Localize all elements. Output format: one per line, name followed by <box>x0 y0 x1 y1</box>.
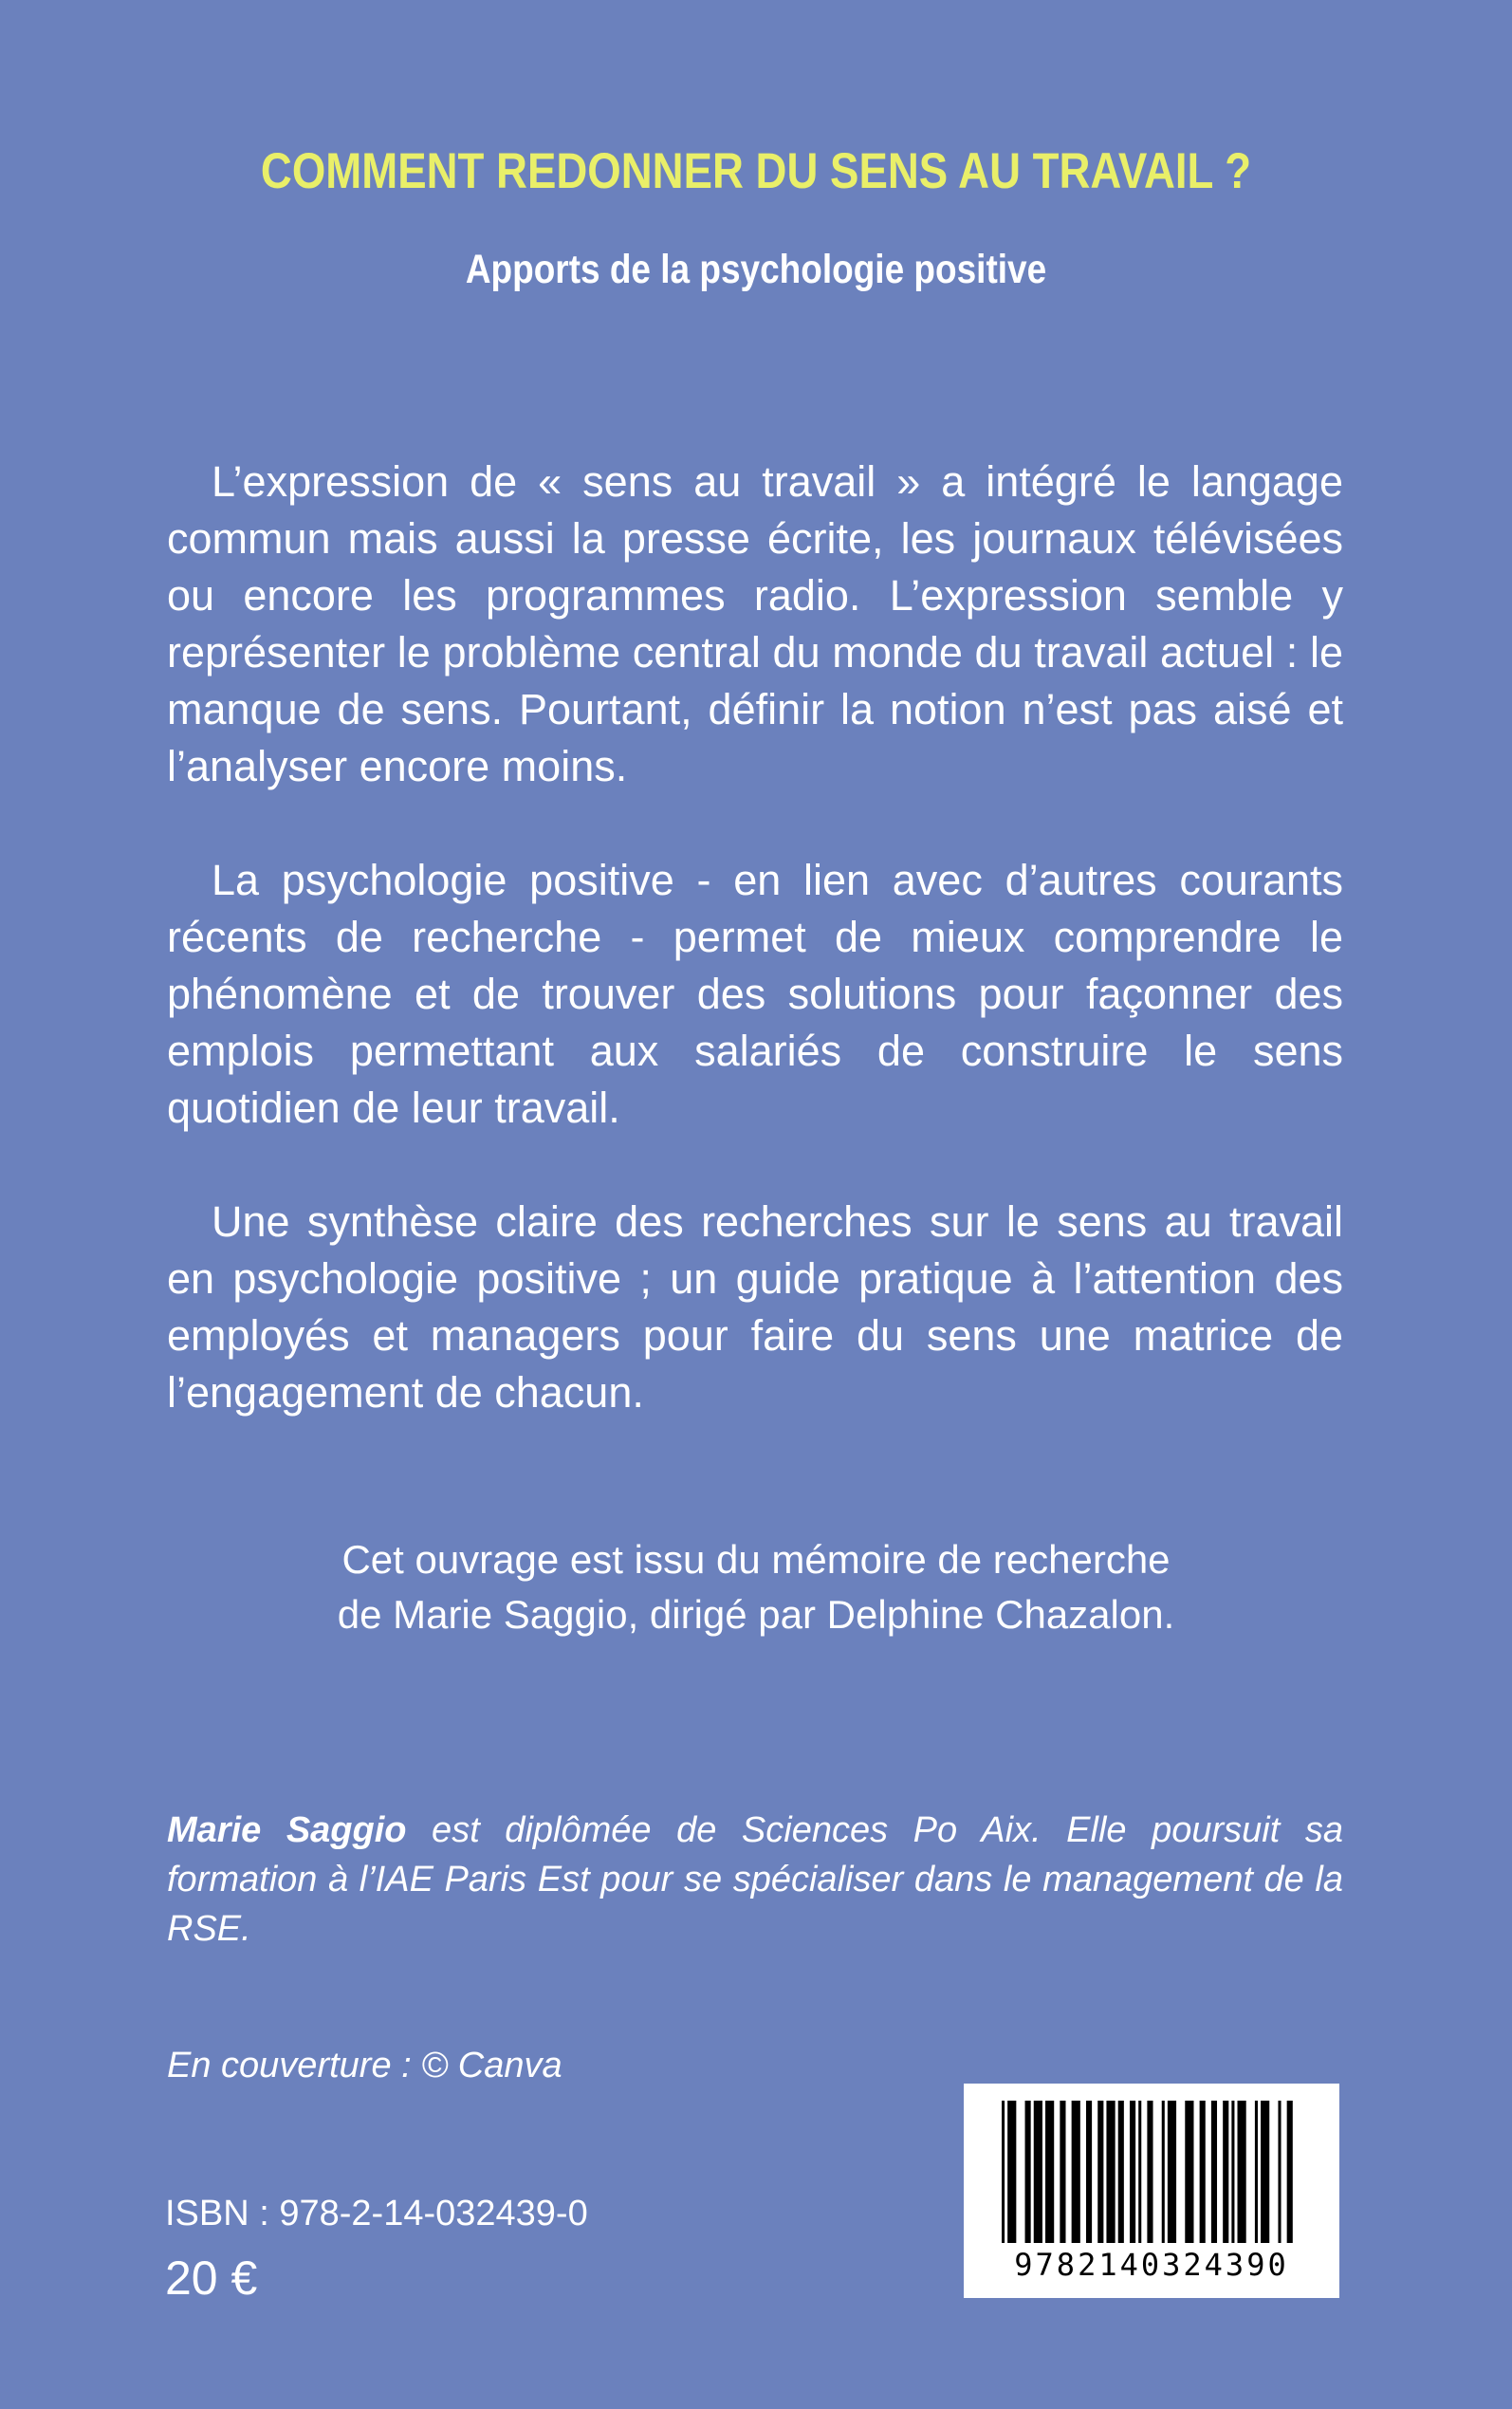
isbn: ISBN : 978-2-14-032439-0 <box>165 2194 588 2233</box>
barcode-bar <box>1045 2101 1054 2243</box>
description-paragraph-3: Une synthèse claire des recherches sur le sens au travail en psychologie positive ; un guide pratique à l’attention des employés et managers pour faire du sens une matrice de l’engagement de chacun. <box>167 1197 1343 1417</box>
cover-credit: En couverture : © Canva <box>167 2046 562 2085</box>
research-note-line-1: Cet ouvrage est issu du mémoire de recherche <box>341 1537 1171 1582</box>
barcode-digits: 9782140324390 <box>1014 2247 1289 2283</box>
barcode-bars <box>1002 2101 1301 2243</box>
book-subtitle: Apports de la psychologie positive <box>465 247 1047 292</box>
barcode-bar <box>1034 2101 1042 2243</box>
barcode <box>964 2084 1339 2298</box>
barcode-bar <box>1185 2101 1193 2243</box>
research-note <box>0 1532 1512 1642</box>
barcode-bar <box>1060 2101 1065 2243</box>
description-paragraph-2: La psychologie positive - en lien avec d’autres courants récents de recherche - permet de mieux comprendre le phénomène et de trouver des solutions pour façonner des emplois permettant aux salariés de construire le sens quotidien de leur travail. <box>167 856 1343 1132</box>
barcode-bar <box>1261 2101 1269 2243</box>
barcode-bar <box>1238 2101 1246 2243</box>
barcode-bar <box>1147 2101 1152 2243</box>
barcode-bar <box>1118 2101 1124 2243</box>
barcode-bar <box>1025 2101 1031 2243</box>
barcode-bar <box>1278 2101 1281 2243</box>
barcode-bar <box>1138 2101 1141 2243</box>
barcode-bar <box>1231 2101 1234 2243</box>
barcode-bar <box>1106 2101 1115 2243</box>
barcode-bar <box>1211 2101 1217 2243</box>
barcode-bar <box>1002 2101 1005 2243</box>
author-name: Marie Saggio <box>167 1810 407 1850</box>
barcode-bar <box>1200 2101 1206 2243</box>
barcode-bar <box>1130 2101 1135 2243</box>
book-title: COMMENT REDONNER DU SENS AU TRAVAIL ? <box>260 143 1252 199</box>
barcode-bar <box>1086 2101 1092 2243</box>
barcode-bar <box>1287 2101 1293 2243</box>
price: 20 € <box>165 2251 258 2305</box>
author-bio-text: est diplômée de Sciences Po Aix. Elle poursuit sa formation à l’IAE Paris Est pour se spécialiser dans le management de la RSE. <box>167 1810 1343 1949</box>
barcode-bar <box>1072 2101 1080 2243</box>
barcode-bar <box>1223 2101 1228 2243</box>
author-bio <box>167 1806 1343 1954</box>
barcode-bar <box>1097 2101 1103 2243</box>
barcode-bar <box>1168 2101 1176 2243</box>
barcode-bar <box>1007 2101 1016 2243</box>
barcode-bar <box>1255 2101 1258 2243</box>
research-note-line-2: de Marie Saggio, dirigé par Delphine Chazalon. <box>337 1592 1175 1637</box>
barcode-bar <box>1162 2101 1165 2243</box>
description-paragraph-1: L’expression de « sens au travail » a intégré le langage commun mais aussi la presse écrite, les journaux télévisées ou encore les programmes radio. L’expression semble y représenter le problème central du monde du travail actuel : le manque de sens. Pourtant, définir la notion n’est pas aisé et l’analyser encore moins. <box>167 457 1343 790</box>
